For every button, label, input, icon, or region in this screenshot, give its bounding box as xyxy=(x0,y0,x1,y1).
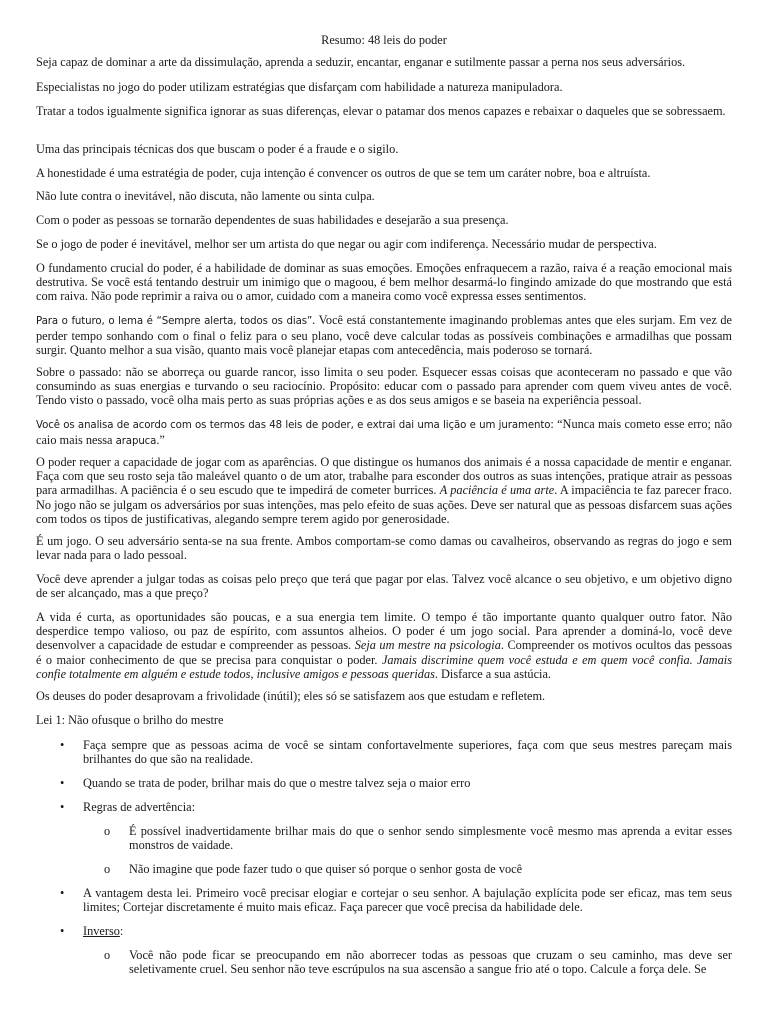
bullet-icon: • xyxy=(60,776,65,790)
paragraph-gods: Os deuses do poder desaprovam a frivolidade (inútil); eles só se satisfazem aos que estudam e refletem. xyxy=(36,689,546,703)
sub-bullet-icon: o xyxy=(104,824,111,838)
paragraph-life-short xyxy=(36,610,732,681)
handwritten-trap-word: arapuca xyxy=(115,436,157,448)
paragraph-emotions: O fundamento crucial do poder, é a habilidade de dominar as suas emoções. Emoções enfraquecem a razão, raiva é a reação emocional mais destrutiva. Se você está tentando destruir um inimigo que o magoou, é bem melhor desarmá-lo fingindo amizade do que mostrando que está com raiva. Não pode reprimir a raiva ou o amor, cuidado com a maneira como você expressa esses sentimentos. xyxy=(36,261,732,304)
paragraph-inevitable: Não lute contra o inevitável, não discuta, não lamente ou sinta culpa. xyxy=(36,189,375,203)
list-item-superiors: Faça sempre que as pessoas acima de você se sintam confortavelmente superiores, faça com que seus mestres pareçam mais brilhantes do que são na realidade. xyxy=(83,738,732,767)
sub-item-selective-cruelty: Você não pode ficar se preocupando em não aborrecer todas as pessoas que cruzam o seu caminho, mas deve ser seletivamente cruel. Seu senhor não teve escrúpulos na sua ascensão a sangue frio até o topo. Calcule a força dele. Se xyxy=(129,948,732,977)
paragraph-specialists: Especialistas no jogo do poder utilizam estratégias que disfarçam com habilidade a natureza manipuladora. xyxy=(36,80,563,94)
bullet-icon: • xyxy=(60,924,65,938)
trust-emphasis: Jamais discrimine quem você estuda e em quem você confia. Jamais confie totalmente em alguém e estude todos, inclusive amigos e pessoas queridas xyxy=(36,652,733,681)
paragraph-dissimulation: Seja capaz de dominar a arte da dissimulação, aprenda a seduzir, encantar, enganar e sutilmente passar a perna nos seus adversários. xyxy=(36,55,686,69)
list-item-warning-rules: Regras de advertência: xyxy=(83,800,195,814)
list-item-biggest-mistake: Quando se trata de poder, brilhar mais do que o mestre talvez seja o maior erro xyxy=(83,776,471,790)
sub-bullet-icon: o xyxy=(104,862,111,876)
bullet-icon: • xyxy=(60,800,65,814)
oath-quote: : “Nunca mais cometo esse erro; não caio mais nessa xyxy=(36,417,732,448)
inverse-label: Inverso xyxy=(83,924,120,938)
life-text: A vida é curta, as oportunidades são poucas, e a sua energia tem limite. O tempo é tão importante quanto qualquer outro fator. Não desperdice tempo valioso, ou paz de espírito, com assuntos alheios. O poder é um jogo social. Para aprender a dominá-lo, você deve desenvolver a capacidade de estudar e compreender as pessoas. xyxy=(36,610,732,653)
paragraph-equality: Tratar a todos igualmente significa ignorar as suas diferenças, elevar o patamar dos menos capazes e rebaixar o daqueles que se sobressaem. xyxy=(36,104,726,118)
list-item-advantage: A vantagem desta lei. Primeiro você precisar elogiar e cortejar o seu senhor. A bajulação explícita pode ser eficaz, mas tem seus limites; Cortejar discretamente é muito mais eficaz. Faça parecer que você precisa da habilidade dele. xyxy=(83,886,732,915)
sub-item-vanity: É possível inadvertidamente brilhar mais do que o senhor sendo simplesmente você mesmo mas aprenda a evitar esses monstros de vaidade. xyxy=(129,824,732,853)
paragraph-oath xyxy=(36,417,732,449)
law-1-heading: Lei 1: Não ofusque o brilho do mestre xyxy=(36,713,224,727)
handwritten-future-motto: Para o futuro, o lema é “Sempre alerta, todos os dias” xyxy=(36,316,313,327)
life-text-middle: . Compreender os motivos ocultos das pessoas é o maior conhecimento de que se precisa para conquistar o poder. xyxy=(36,638,732,667)
sub-bullet-icon: o xyxy=(104,948,111,962)
future-text: . Você está constantemente imaginando problemas antes que eles surjam. Em vez de perder tempo sonhando com o final o feliz para o seu plano, você deve calcular todas as possíveis combinações e armadilhas que possam surgir. Quanto melhor a sua visão, quanto mais você planejar etapas com antecedência, mais poderoso se tornará. xyxy=(36,313,732,358)
psychology-emphasis: Seja um mestre na psicologia xyxy=(354,638,501,653)
bullet-icon: • xyxy=(60,886,65,900)
appearances-text-end: . A impaciência te faz parecer fraco. No jogo não se julgam os adversários por suas intenções, mas pelo efeito de suas ações. Deve ser natural que as pessoas disfarcem suas ações com todos os tipos de justificativas, alegando sempre terem agido por generosidade. xyxy=(36,483,732,526)
paragraph-fraud: Uma das principais técnicas dos que buscam o poder é a fraude e o sigilo. xyxy=(36,142,399,156)
paragraph-appearances xyxy=(36,455,732,526)
life-text-end: . Disfarce a sua astúcia. xyxy=(434,666,551,681)
paragraph-game: É um jogo. O seu adversário senta-se na sua frente. Ambos comportam-se como damas ou cavalheiros, observando as regras do jogo e sem levar nada para o lado pessoal. xyxy=(36,534,732,563)
oath-quote-end: .” xyxy=(156,433,165,448)
bullet-icon: • xyxy=(60,738,65,752)
handwritten-analysis: Você os analisa de acordo com os termos das 48 leis de poder, e extrai dai uma lição e um juramento xyxy=(36,420,551,431)
paragraph-past: Sobre o passado: não se aborreça ou guarde rancor, isso limita o seu poder. Esquecer essas coisas que aconteceram no passado e que vão consumindo as suas energias e turvando o seu raciocínio. Propósito: educar com o passado para aprender com quem viveu antes de você. Tendo visto o passado, você olha mais perto as suas próprias ações e as dos seus amigos e se baseia na experiência pessoal. xyxy=(36,365,732,408)
appearances-text: O poder requer a capacidade de jogar com as aparências. O que distingue os humanos dos animais é a nossa capacidade de mentir e enganar. Faça com que seu rosto seja tão maleável quanto o de um ator, trabalhe para esconder dos outros as suas intenções, pratique atrair as pessoas para armadilhas. A paciência é o seu escudo que te impedirá de cometer burrices. xyxy=(36,455,732,498)
paragraph-future xyxy=(36,313,732,358)
sub-item-dont-imagine: Não imagine que pode fazer tudo o que quiser só porque o senhor gosta de você xyxy=(129,862,523,876)
list-item-inverse xyxy=(83,924,732,938)
paragraph-price: Você deve aprender a julgar todas as coisas pelo preço que terá que pagar por elas. Talvez você alcance o seu objetivo, e um objetivo digno de ser alcançado, mas a que preço? xyxy=(36,572,732,601)
paragraph-honesty: A honestidade é uma estratégia de poder, cuja intenção é convencer os outros de que se tem um caráter nobre, boa e altruísta. xyxy=(36,166,651,180)
patience-art-emphasis: A paciência é uma arte xyxy=(439,483,555,498)
paragraph-artist: Se o jogo de poder é inevitável, melhor ser um artista do que negar ou agir com indiferença. Necessário mudar de perspectiva. xyxy=(36,237,657,251)
inverse-colon: : xyxy=(119,924,124,938)
page-title: Resumo: 48 leis do poder xyxy=(321,33,447,47)
paragraph-dependence: Com o poder as pessoas se tornarão dependentes de suas habilidades e desejarão a sua presença. xyxy=(36,213,509,227)
